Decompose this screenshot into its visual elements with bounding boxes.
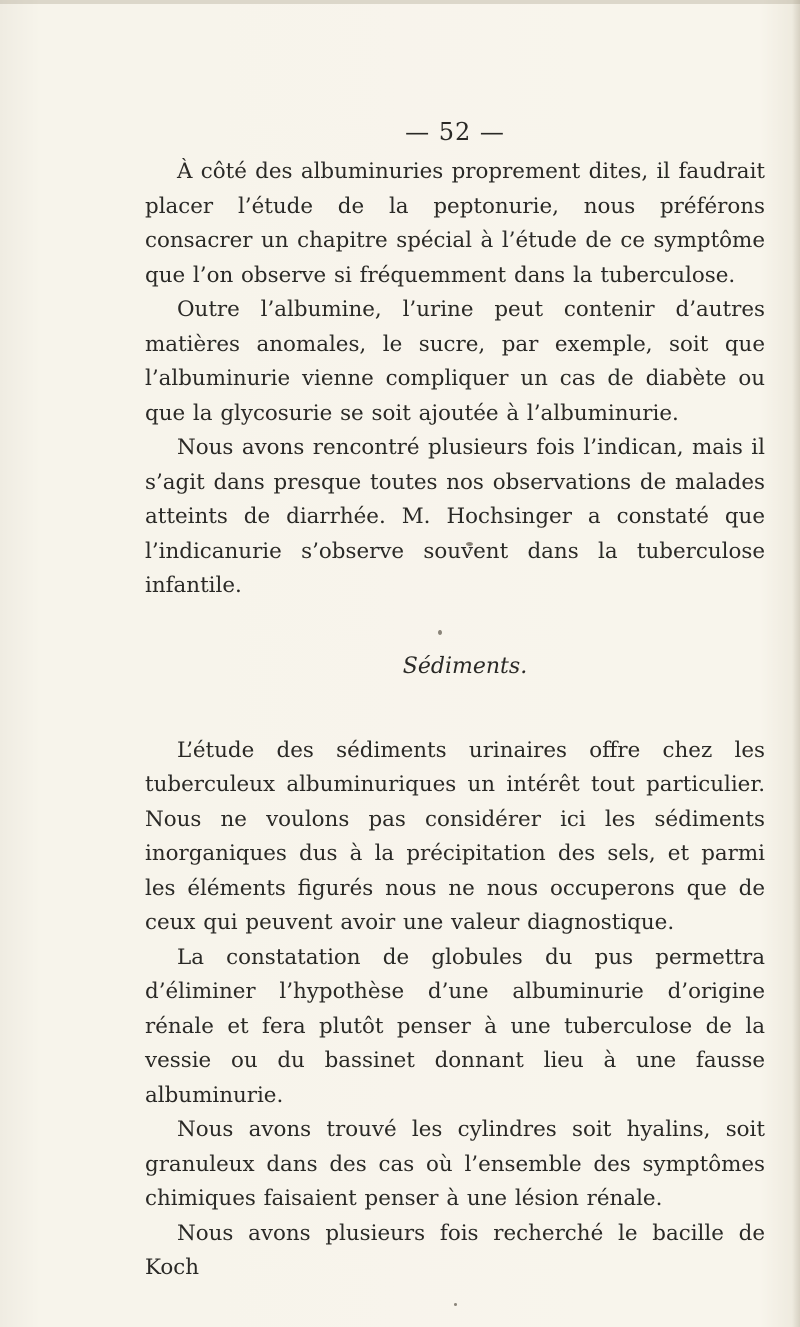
paragraph: Nous avons plusieurs fois recherché le bacille de Koch: [145, 1220, 765, 1280]
paragraph: Nous avons trouvé les cylindres soit hyalins, soit granuleux dans des cas où l’ensemble des symptômes chimiques faisaient penser à une lésion rénale.: [145, 1117, 765, 1211]
text-block: [145, 118, 765, 1286]
page-top-edge: [0, 0, 800, 4]
paragraph: Nous avons rencontré plusieurs fois l’indican, mais il s’agit dans presque toutes nos observations de malades atteints de diarrhée. M. Hochsinger a constaté que l’indicanurie s’observe souvent dans la tuberculose infantile.: [145, 435, 765, 598]
paragraph: À côté des albuminuries proprement dites, il faudrait placer l’étude de la peptonurie, nous préférons consacrer un chapitre spécial à l’étude de ce symptôme que l’on observe si fréquemment dans la tuberculose.: [145, 159, 765, 288]
section-heading: Sédiments.: [402, 653, 528, 679]
ink-speck: [454, 1303, 457, 1306]
paragraph: L’étude des sédiments urinaires offre chez les tuberculeux albuminuriques un intérêt tout particulier. Nous ne voulons pas considérer ici les sédiments inorganiques dus à la précipitation des sels, et parmi les éléments figurés nous ne nous occuperons que de ceux qui peuvent avoir une valeur diagnostique.: [145, 737, 765, 935]
paragraph: La constatation de globules du pus permettra d’éliminer l’hypothèse d’une albuminurie d’origine rénale et fera plutôt penser à une tuberculose de la vessie ou du bassinet donnant lieu à une fausse albuminurie.: [145, 944, 765, 1108]
paragraph: Outre l’albumine, l’urine peut contenir d’autres matières anomales, le sucre, par exemple, soit que l’albuminurie vienne compliquer un cas de diabète ou que la glycosurie se soit ajoutée à l’albuminurie.: [145, 297, 765, 426]
page-number: — 52 —: [405, 118, 505, 146]
page-right-edge: [792, 0, 800, 1327]
